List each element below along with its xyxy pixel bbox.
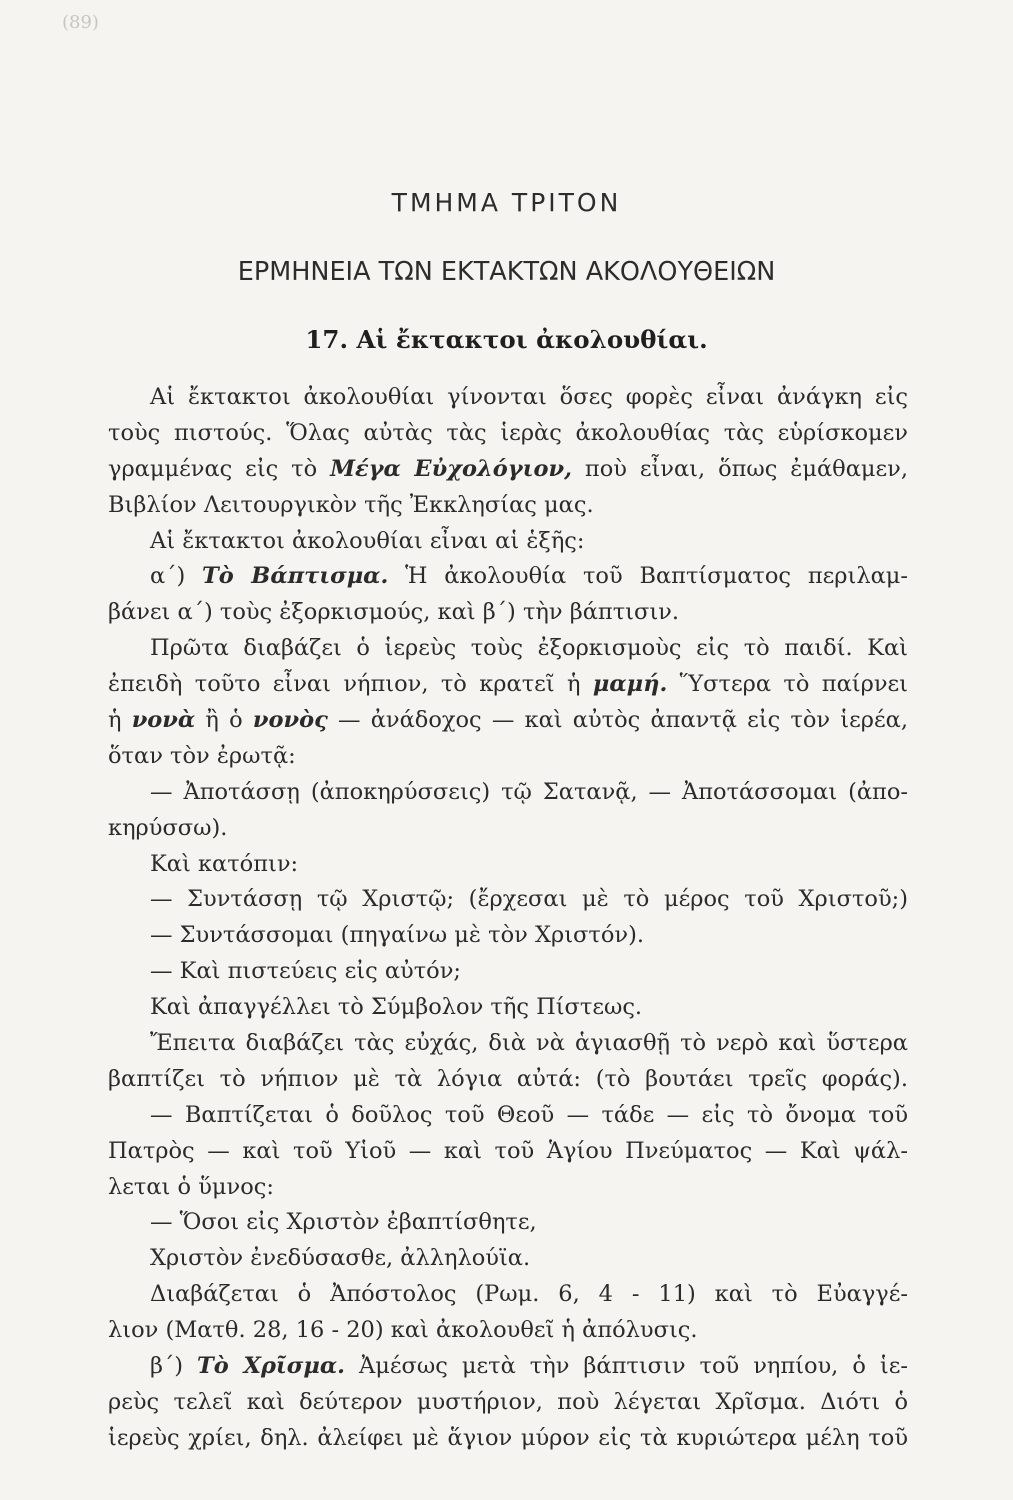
text-line: Πατρὸς — καὶ τοῦ Υἱοῦ — καὶ τοῦ Ἁγίου Πνεύματος — Καὶ ψάλ- xyxy=(108,1137,908,1164)
subsection-title-chrism: Τὸ Χρῖσμα. xyxy=(197,1353,345,1380)
text-line: λιον (Ματθ. 28, 16 - 20) καὶ ἀκολουθεῖ ἡ ἀπόλυσις. xyxy=(108,1317,698,1344)
text-line: Διαβάζεται ὁ Ἀπόστολος (Ρωμ. 6, 4 - 11) καὶ τὸ Εὐαγγέ- xyxy=(150,1281,908,1308)
text-line: Αἱ ἔκτακτοι ἀκολουθίαι γίνονται ὅσες φορὲς εἶναι ἀνάγκη εἰς xyxy=(150,384,908,410)
emphasis-midwife: μαμή. xyxy=(592,671,668,698)
part-heading: ΤΜΗΜΑ ΤΡΙΤΟΝ xyxy=(391,188,622,217)
text-line: — Συντάσσῃ τῷ Χριστῷ; (ἔρχεσαι μὲ τὸ μέρος τοῦ Χριστοῦ;) xyxy=(150,886,908,913)
text-line: — Ἀποτάσσῃ (ἀποκηρύσσεις) τῷ Σατανᾷ, — Ἀποτάσσομαι (ἀπο- xyxy=(150,778,908,805)
page-number: (89) xyxy=(62,12,99,33)
text-line: β΄) Τὸ Χρῖσμα. Ἀμέσως μετὰ τὴν βάπτισιν τοῦ νηπίου, ὁ ἱε- xyxy=(150,1353,908,1380)
text-line: — Βαπτίζεται ὁ δοῦλος τοῦ Θεοῦ — τάδε — εἰς τὸ ὄνομα τοῦ xyxy=(150,1101,908,1128)
text-line: τοὺς πιστούς. Ὅλας αὐτὰς τὰς ἱερὰς ἀκολουθίας τὰς εὑρίσκομεν xyxy=(108,419,908,446)
text-line: ἐπειδὴ τοῦτο εἶναι νήπιον, τὸ κρατεῖ ἡ μαμή. Ὕστερα τὸ παίρνει xyxy=(108,671,908,698)
text-line: Πρῶτα διαβάζει ὁ ἱερεὺς τοὺς ἐξορκισμοὺς εἰς τὸ παιδί. Καὶ xyxy=(150,635,908,662)
text-line: ρεὺς τελεῖ καὶ δεύτερον μυστήριον, ποὺ λέγεται Χρῖσμα. Διότι ὁ xyxy=(108,1388,908,1415)
text-line: ἱερεὺς χρίει, δηλ. ἀλείφει μὲ ἅγιον μύρον εἰς τὰ κυριώτερα μέλη τοῦ xyxy=(108,1424,908,1451)
body-text xyxy=(108,380,908,1457)
text-line: κηρύσσω). xyxy=(108,814,228,841)
emphasis-godmother: νονὰ xyxy=(131,707,196,734)
text-line: ἡ νονὰ ἢ ὁ νονὸς — ἀνάδοχος — καὶ αὐτὸς ἀπαντᾷ εἰς τὸν ἱερέα, xyxy=(108,707,909,734)
text-line: γραμμένας εἰς τὸ Μέγα Εὐχολόγιον, ποὺ εἶναι, ὅπως ἐμάθαμεν, xyxy=(108,455,909,482)
text-line: α΄) Τὸ Βάπτισμα. Ἡ ἀκολουθία τοῦ Βαπτίσματος περιλαμ- xyxy=(150,563,909,590)
text-line: Χριστὸν ἐνεδύσασθε, ἀλληλούϊα. xyxy=(150,1245,531,1272)
emphasis-godfather: νονὸς xyxy=(252,707,328,734)
text-line: — Συντάσσομαι (πηγαίνω μὲ τὸν Χριστόν). xyxy=(150,922,645,949)
text-line: Βιβλίον Λειτουργικὸν τῆς Ἐκκλησίας μας. xyxy=(108,491,594,518)
text-line: ὅταν τὸν ἐρωτᾷ: xyxy=(108,742,296,769)
section-heading: ΕΡΜΗΝΕΙΑ ΤΩΝ ΕΚΤΑΚΤΩΝ ΑΚΟΛΟΥΘΕΙΩΝ xyxy=(237,257,776,287)
text-line: Καὶ ἀπαγγέλλει τὸ Σύμβολον τῆς Πίστεως. xyxy=(150,994,643,1021)
text-line: βαπτίζει τὸ νήπιον μὲ τὰ λόγια αὐτά: (τὸ βουτάει τρεῖς φοράς). xyxy=(108,1065,908,1092)
chapter-title: 17. Αἱ ἔκτακτοι ἀκολουθίαι. xyxy=(305,325,708,354)
text-line: βάνει α΄) τοὺς ἐξορκισμούς, καὶ β΄) τὴν βάπτισιν. xyxy=(108,599,679,626)
book-title-emphasis: Μέγα Εὐχολόγιον, xyxy=(330,455,572,482)
text-line: Ἔπειτα διαβάζει τὰς εὐχάς, διὰ νὰ ἁγιασθῇ τὸ νερὸ καὶ ὕστερα xyxy=(150,1030,908,1057)
text-line: — Καὶ πιστεύεις εἰς αὐτόν; xyxy=(150,958,461,985)
text-line: Καὶ κατόπιν: xyxy=(150,850,299,877)
text-line: Αἱ ἔκτακτοι ἀκολουθίαι εἶναι αἱ ἑξῆς: xyxy=(150,527,585,554)
text-line: λεται ὁ ὕμνος: xyxy=(108,1173,274,1200)
subsection-title-baptism: Τὸ Βάπτισμα. xyxy=(202,563,389,590)
text-line: — Ὅσοι εἰς Χριστὸν ἐβαπτίσθητε, xyxy=(150,1209,537,1236)
